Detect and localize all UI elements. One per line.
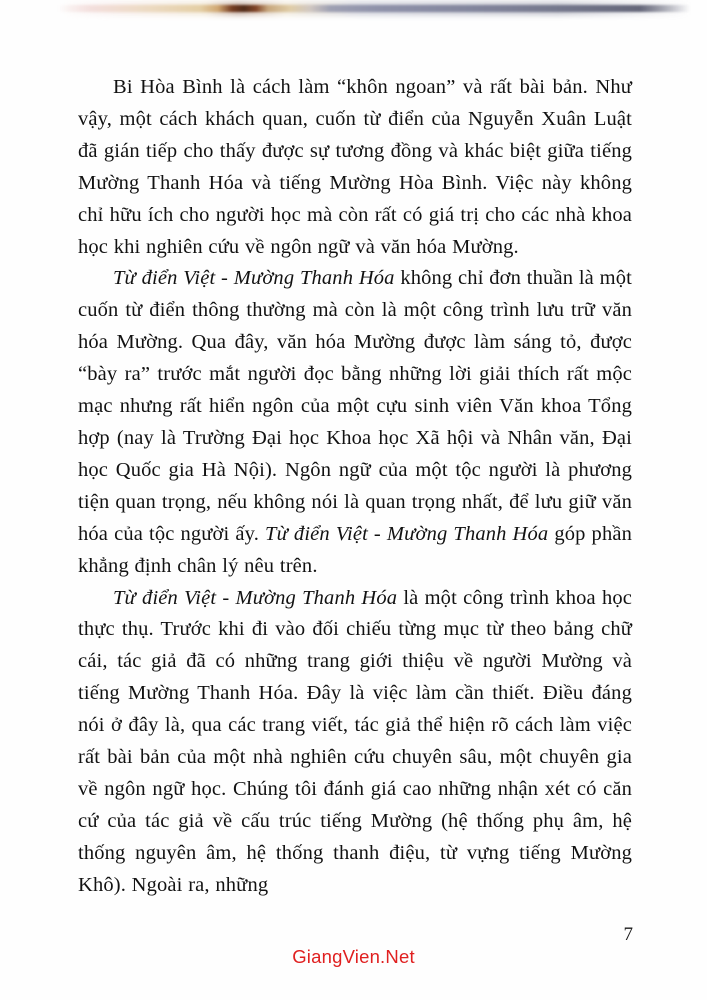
paragraph-text-run: không chỉ đơn thuần là một cuốn từ điển thông thường mà còn là một công trình lưu trữ văn hóa Mường. Qua đây, văn hóa Mường được làm sáng tỏ, được “bày ra” trước mắt người đọc bằng những lời giải thích rất mộc mạc nhưng rất hiển ngôn của một cựu sinh viên Văn khoa Tổng hợp (nay là Trường Đại học Khoa học Xã hội và Nhân văn, Đại học Quốc gia Hà Nội). Ngôn ngữ của một tộc người là phương tiện quan trọng, nếu không nói là quan trọng nhất, để lưu giữ văn hóa của tộc người ấy.	[78, 267, 632, 545]
page-text-block	[78, 72, 632, 902]
scan-edge-color-strip	[0, 0, 707, 26]
book-title-italic: Từ điển Việt - Mường Thanh Hóa	[113, 267, 395, 290]
paragraph-text-run: góp phần khẳng định chân lý nêu trên.	[78, 522, 632, 577]
site-watermark: GiangVien.Net	[292, 946, 415, 967]
book-title-italic: Từ điển Việt - Mường Thanh Hóa	[265, 522, 549, 545]
page-number: 7	[623, 924, 633, 945]
body-paragraph	[78, 583, 632, 902]
body-paragraph	[78, 72, 632, 263]
paragraph-text-run: Bi Hòa Bình là cách làm “khôn ngoan” và rất bài bản. Như vậy, một cách khách quan, cuốn từ điển của Nguyễn Xuân Luật đã gián tiếp cho thấy được sự tương đồng và khác biệt giữa tiếng Mường Thanh Hóa và tiếng Mường Hòa Bình. Việc này không chỉ hữu ích cho người học mà còn rất có giá trị cho các nhà khoa học khi nghiên cứu về ngôn ngữ và văn hóa Mường.	[78, 76, 632, 258]
book-title-italic: Từ điển Việt - Mường Thanh Hóa	[113, 586, 398, 609]
body-paragraph	[78, 263, 632, 582]
paragraph-text-run: là một công trình khoa học thực thụ. Trước khi đi vào đối chiếu từng mục từ theo bảng chữ cái, tác giả đã có những trang giới thiệu về người Mường và tiếng Mường Thanh Hóa. Đây là việc làm cần thiết. Điều đáng nói ở đây là, qua các trang viết, tác giả thể hiện rõ cách làm việc rất bài bản của một nhà nghiên cứu chuyên sâu, một chuyên gia về ngôn ngữ học. Chúng tôi đánh giá cao những nhận xét có căn cứ của tác giả về cấu trúc tiếng Mường (hệ thống phụ âm, hệ thống nguyên âm, hệ thống thanh điệu, từ vựng tiếng Mường Khô). Ngoài ra, những	[78, 586, 632, 896]
scan-edge-strip-core	[0, 5, 707, 12]
